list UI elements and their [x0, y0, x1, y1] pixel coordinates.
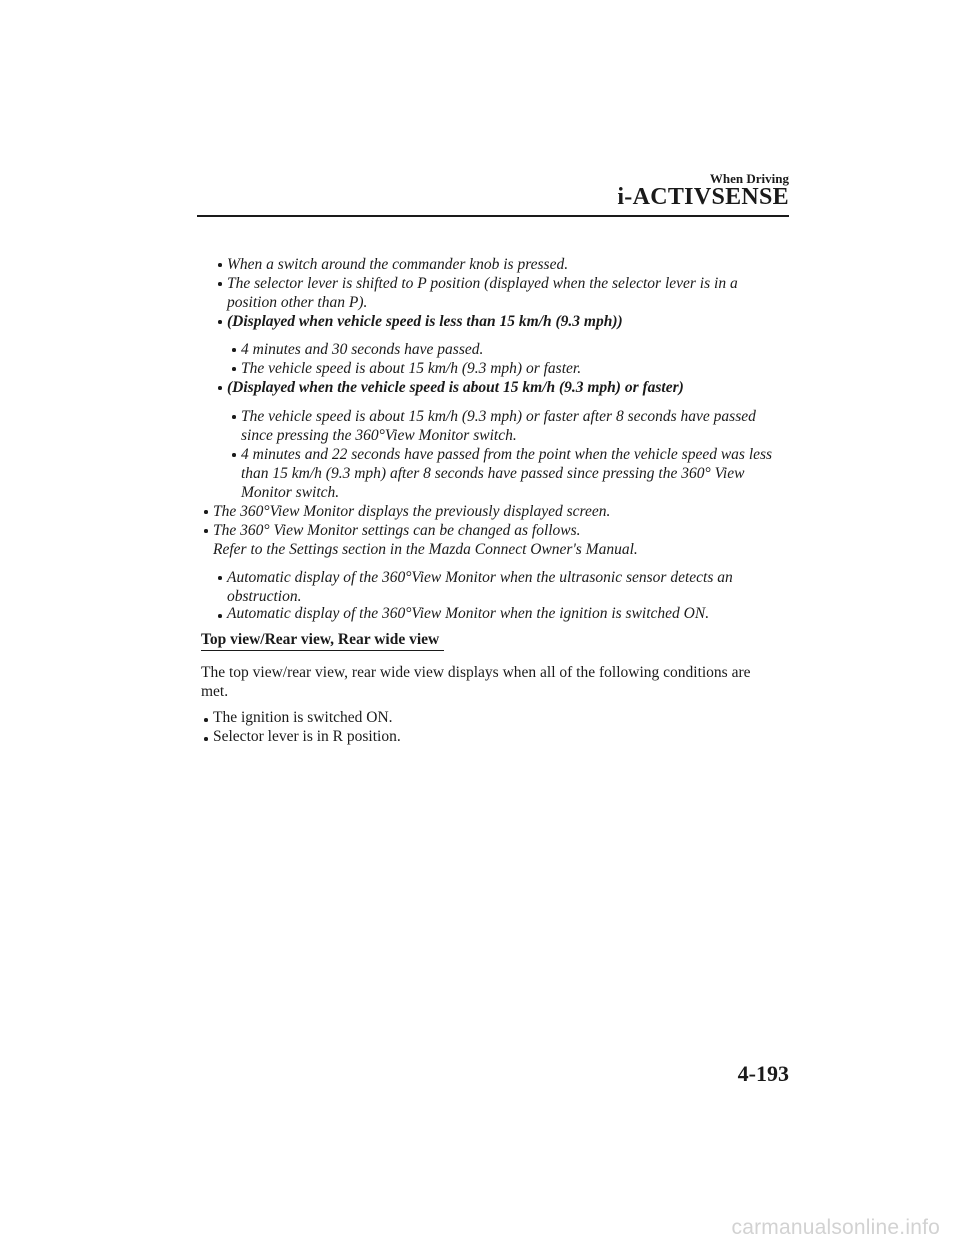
subheading: Top view/Rear view, Rear wide view	[201, 631, 440, 648]
bullet-dot	[204, 718, 208, 722]
bullet-dot	[218, 263, 222, 267]
condition-heading: (Displayed when the vehicle speed is about 15 km/h (9.3 mph) or faster)	[227, 379, 684, 396]
bullet-text: The 360°View Monitor displays the previously displayed screen.	[213, 503, 611, 520]
bullet-text: When a switch around the commander knob is pressed.	[227, 256, 569, 273]
condition-item: Selector lever is in R position.	[213, 728, 401, 745]
bullet-dot	[204, 737, 208, 741]
sub-bullet-text-continued: than 15 km/h (9.3 mph) after 8 seconds have passed since pressing the 360° View	[241, 465, 745, 482]
page-number: 4-193	[737, 1061, 789, 1086]
sub-bullet-text: 4 minutes and 22 seconds have passed from the point when the vehicle speed was less	[241, 446, 773, 463]
sub-bullet-text: The vehicle speed is about 15 km/h (9.3 mph) or faster.	[241, 360, 582, 377]
bullet-text: The selector lever is shifted to P position (displayed when the selector lever is in a	[227, 275, 738, 292]
bullet-dot	[232, 367, 236, 371]
bullet-text: The 360° View Monitor settings can be changed as follows.	[213, 522, 581, 539]
bullet-dot	[232, 348, 236, 352]
sub-bullet-text: Automatic display of the 360°View Monitor when the ignition is switched ON.	[227, 605, 710, 622]
bullet-dot	[218, 614, 222, 618]
bullet-dot	[218, 386, 222, 390]
sub-bullet-text-continued: since pressing the 360°View Monitor switch.	[241, 427, 517, 444]
bullet-dot	[204, 529, 208, 533]
bullet-dot	[232, 453, 236, 457]
sub-bullet-text-continued: obstruction.	[227, 588, 302, 605]
condition-item: The ignition is switched ON.	[213, 709, 393, 726]
bullet-dot	[218, 576, 222, 580]
bullet-text-continued: Refer to the Settings section in the Mazda Connect Owner's Manual.	[213, 541, 638, 558]
sub-bullet-text: 4 minutes and 30 seconds have passed.	[241, 341, 484, 358]
page-title: i-ACTIVSENSE	[617, 184, 789, 210]
section-label: When Driving	[709, 171, 789, 186]
paragraph-line: met.	[201, 683, 229, 700]
paragraph-line: The top view/rear view, rear wide view displays when all of the following conditions are	[201, 664, 751, 681]
bullet-dot	[204, 510, 208, 514]
sub-bullet-text: Automatic display of the 360°View Monitor when the ultrasonic sensor detects an	[227, 569, 733, 586]
header-divider	[197, 215, 789, 217]
bullet-dot	[232, 415, 236, 419]
sub-bullet-text: The vehicle speed is about 15 km/h (9.3 mph) or faster after 8 seconds have passed	[241, 408, 756, 425]
bullet-text-continued: position other than P).	[227, 294, 368, 311]
sub-bullet-text-continued: Monitor switch.	[241, 484, 340, 501]
bullet-dot	[218, 282, 222, 286]
subheading-underline	[201, 650, 444, 651]
condition-heading: (Displayed when vehicle speed is less than 15 km/h (9.3 mph))	[227, 313, 623, 330]
bullet-dot	[218, 320, 222, 324]
watermark: carmanualsonline.info	[731, 1216, 940, 1239]
